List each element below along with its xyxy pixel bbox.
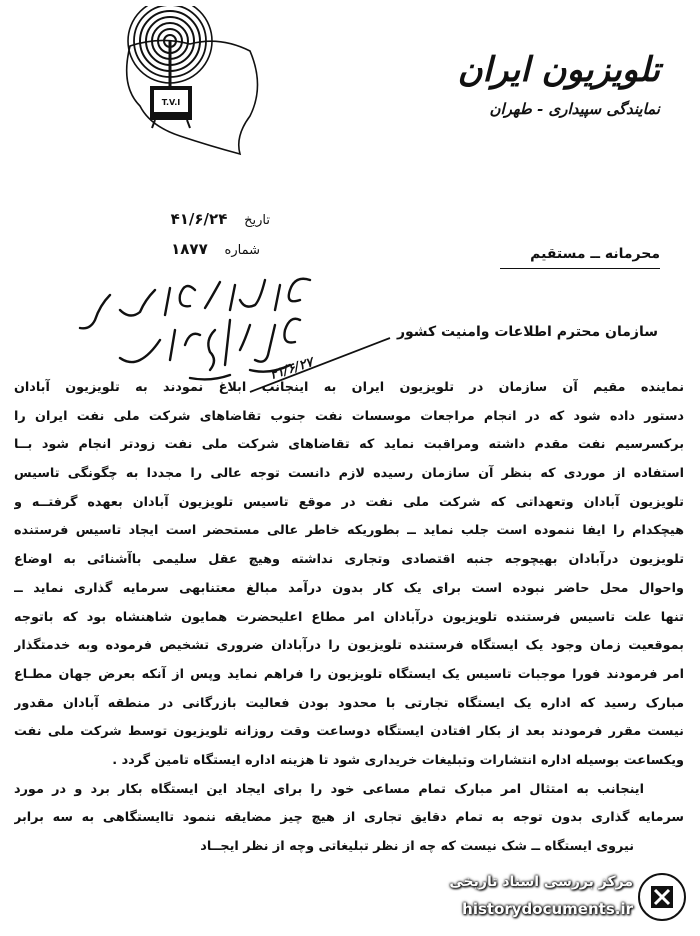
body-line: بموقعیت زمان وجود یک ایستگاه فرستنده تلویزیون را درآبادان ضروری تشخیص فرموده وبه خدمتگذار <box>14 638 684 654</box>
body-line: دستور داده شود که در انجام مراجعات موسسات نفت جنوب تقاضاهای شرکت ملی نفت ایران را <box>14 408 684 424</box>
tv-broadcast-logo <box>100 6 270 156</box>
body-line: نیست مقرر فرمودند بعد از بکار افتادن ایستگاه دوساعت وقت روزانه تلویزیون توسط شرکت ملی نفت <box>14 724 684 740</box>
date-value: ۴۱/۶/۲۴ <box>170 210 228 228</box>
number-row <box>171 240 260 258</box>
letter-body <box>14 374 684 862</box>
body-line: واحوال محل حاضر نبوده است برای یک کار بدون درآمد مبالغ معتنابهی سرمایه گذاری نماید ــ <box>14 580 684 596</box>
watermark-logo-icon <box>637 872 687 922</box>
body-line: ویکساعت بوسیله اداره انتشارات وتبلیغات خریداری شود تا هزینه اداره ایستگاه تامین گردد . <box>112 752 684 768</box>
logo-text: T.V.I <box>161 98 181 107</box>
body-line: نماینده مقیم آن سازمان در تلویزیون ایران به اینجانب ابلاغ نمودند به تلویزیون آبادان <box>14 380 684 395</box>
number-label: شماره <box>224 243 260 258</box>
body-line: امر فرمودند فورا موجبات تاسیس یک ایستگاه تلویزیون را فراهم نماید وپس از آنکه بعرض جهان مطـاع <box>14 666 684 682</box>
body-line: استفاده از موردی که بنظر آن سازمان رسیده لازم دانست توجه عالی را مجددا به چگونگی تاسیس <box>14 466 684 482</box>
body-line: تلویزیون آبادان وتعهداتی که شرکت ملی نفت در موقع تاسیس تلویزیون آبادان بعهده گرفتــه و <box>14 494 684 510</box>
letterhead-brand: تلویزیون ایران <box>457 50 660 90</box>
classification-label: محرمانه ــ مستقیم <box>530 246 660 262</box>
date-label: تاریخ <box>244 213 270 228</box>
body-line: اینجانب به امتثال امر مبارک تمام مساعی خود را برای ایجاد این ایستگاه بکار برد و در مورد <box>14 781 644 797</box>
watermark-title: مرکز بررسی اسناد تاریخی <box>449 874 633 890</box>
letterhead-subtitle: نمایندگی سپیداری - طهران <box>489 100 660 118</box>
body-line: تلویزیون درآبادان بهیچوجه جنبه اقتصادی وتجاری نداشته وهیچ عقل سلیمی باآشنائی به اوضاع <box>14 552 684 568</box>
divider <box>500 268 660 269</box>
body-line: سرمایه گذاری بدون توجه به تمام دقایق تجاری از هیچ چیز مضایقه ننمود تاایستگاهی به سه برابر <box>14 810 684 826</box>
watermark <box>408 866 693 930</box>
body-line: برکسرسیم نفت مقدم داشته ومراقبت نماید که تقاضاهای شرکت ملی نفت زودتر انجام شود بــا <box>14 437 684 453</box>
body-line: هیچکدام را ایفا ننموده است جلب نماید ــ بطوریکه خاطر عالی مستحضر است ایجاد تاسیس فرستنده <box>14 523 684 539</box>
number-value: ۱۸۷۷ <box>171 240 208 258</box>
body-line: مبارک رسید که اداره یک ایستگاه تجارتی با محدود بودن فعالیت بازرگانی در منطقه آبادان مقدور <box>14 695 684 711</box>
addressee-line: سازمان محترم اطلاعات وامنیت کشور <box>396 324 658 340</box>
watermark-url: historydocuments.ir <box>462 900 633 918</box>
annotation-date: ۴۱/۶/۲۷ <box>268 355 315 384</box>
date-row <box>171 210 270 228</box>
body-line: نیروی ایستگاه ــ شک نیست که چه از نظر تبلیغاتی وچه از نظر ایجــاد <box>200 839 634 854</box>
body-line: تنها علت تاسیس فرستنده تلویزیون درآبادان امر مطاع اعلیحضرت همایون شاهنشاه بود که باتوجه <box>14 609 684 625</box>
